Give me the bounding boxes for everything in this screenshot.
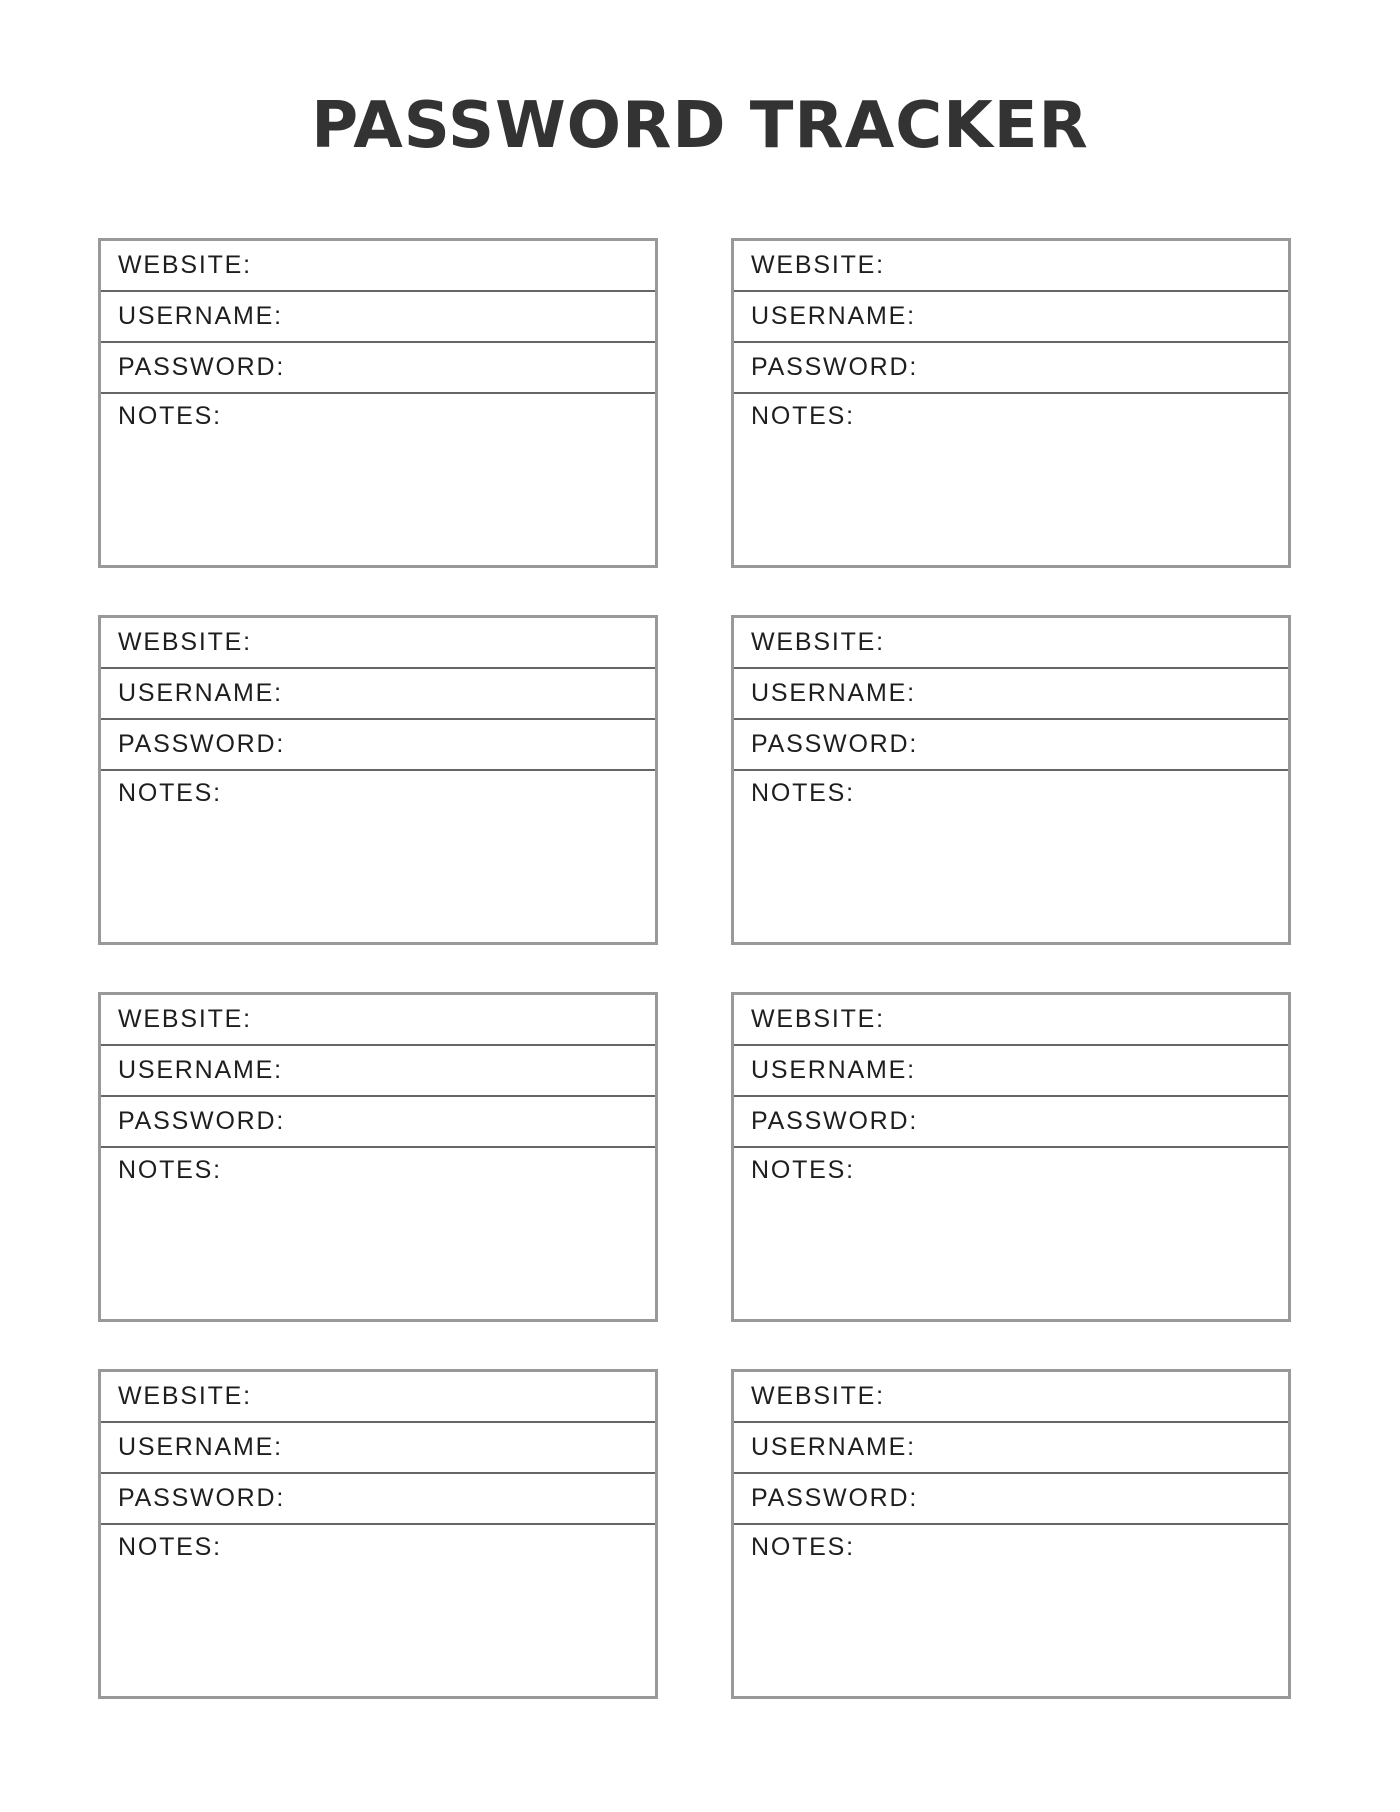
- username-field[interactable]: [101, 669, 655, 720]
- username-label: USERNAME:: [118, 679, 283, 707]
- username-field[interactable]: [101, 292, 655, 343]
- password-field[interactable]: [101, 1097, 655, 1148]
- notes-field[interactable]: [101, 394, 655, 431]
- notes-field[interactable]: [734, 1525, 1288, 1562]
- username-field[interactable]: [101, 1423, 655, 1474]
- notes-field[interactable]: [101, 771, 655, 808]
- password-card-4: [731, 615, 1291, 945]
- notes-field[interactable]: [734, 1148, 1288, 1185]
- website-field[interactable]: [734, 995, 1288, 1046]
- username-field[interactable]: [734, 1423, 1288, 1474]
- password-label: PASSWORD:: [751, 1107, 919, 1135]
- website-label: WEBSITE:: [751, 251, 885, 279]
- website-label: WEBSITE:: [118, 251, 252, 279]
- notes-field[interactable]: [101, 1525, 655, 1562]
- website-label: WEBSITE:: [751, 1005, 885, 1033]
- website-label: WEBSITE:: [118, 628, 252, 656]
- password-label: PASSWORD:: [118, 1484, 286, 1512]
- password-label: PASSWORD:: [118, 730, 286, 758]
- notes-label: NOTES:: [118, 1156, 222, 1184]
- username-field[interactable]: [101, 1046, 655, 1097]
- website-label: WEBSITE:: [118, 1382, 252, 1410]
- password-label: PASSWORD:: [751, 730, 919, 758]
- notes-label: NOTES:: [118, 779, 222, 807]
- password-field[interactable]: [101, 720, 655, 771]
- notes-label: NOTES:: [751, 402, 855, 430]
- website-label: WEBSITE:: [118, 1005, 252, 1033]
- password-card-3: [98, 615, 658, 945]
- username-label: USERNAME:: [118, 302, 283, 330]
- password-card-1: [98, 238, 658, 568]
- password-field[interactable]: [101, 1474, 655, 1525]
- website-field[interactable]: [101, 1372, 655, 1423]
- password-card-5: [98, 992, 658, 1322]
- notes-label: NOTES:: [751, 1533, 855, 1561]
- website-field[interactable]: [734, 241, 1288, 292]
- password-card-7: [98, 1369, 658, 1699]
- username-field[interactable]: [734, 1046, 1288, 1097]
- website-field[interactable]: [734, 618, 1288, 669]
- notes-label: NOTES:: [118, 1533, 222, 1561]
- password-label: PASSWORD:: [751, 353, 919, 381]
- password-field[interactable]: [734, 343, 1288, 394]
- notes-field[interactable]: [101, 1148, 655, 1185]
- website-field[interactable]: [101, 995, 655, 1046]
- website-field[interactable]: [101, 241, 655, 292]
- password-field[interactable]: [101, 343, 655, 394]
- username-label: USERNAME:: [751, 302, 916, 330]
- website-label: WEBSITE:: [751, 628, 885, 656]
- page-title: PASSWORD TRACKER: [311, 89, 1089, 163]
- username-label: USERNAME:: [751, 1433, 916, 1461]
- password-card-6: [731, 992, 1291, 1322]
- notes-field[interactable]: [734, 394, 1288, 431]
- password-field[interactable]: [734, 720, 1288, 771]
- password-label: PASSWORD:: [118, 353, 286, 381]
- password-label: PASSWORD:: [751, 1484, 919, 1512]
- password-label: PASSWORD:: [118, 1107, 286, 1135]
- notes-label: NOTES:: [118, 402, 222, 430]
- username-label: USERNAME:: [118, 1433, 283, 1461]
- password-card-8: [731, 1369, 1291, 1699]
- username-label: USERNAME:: [751, 1056, 916, 1084]
- username-label: USERNAME:: [118, 1056, 283, 1084]
- website-field[interactable]: [734, 1372, 1288, 1423]
- notes-label: NOTES:: [751, 1156, 855, 1184]
- password-field[interactable]: [734, 1474, 1288, 1525]
- notes-field[interactable]: [734, 771, 1288, 808]
- password-field[interactable]: [734, 1097, 1288, 1148]
- notes-label: NOTES:: [751, 779, 855, 807]
- password-card-2: [731, 238, 1291, 568]
- website-field[interactable]: [101, 618, 655, 669]
- username-field[interactable]: [734, 292, 1288, 343]
- username-field[interactable]: [734, 669, 1288, 720]
- username-label: USERNAME:: [751, 679, 916, 707]
- website-label: WEBSITE:: [751, 1382, 885, 1410]
